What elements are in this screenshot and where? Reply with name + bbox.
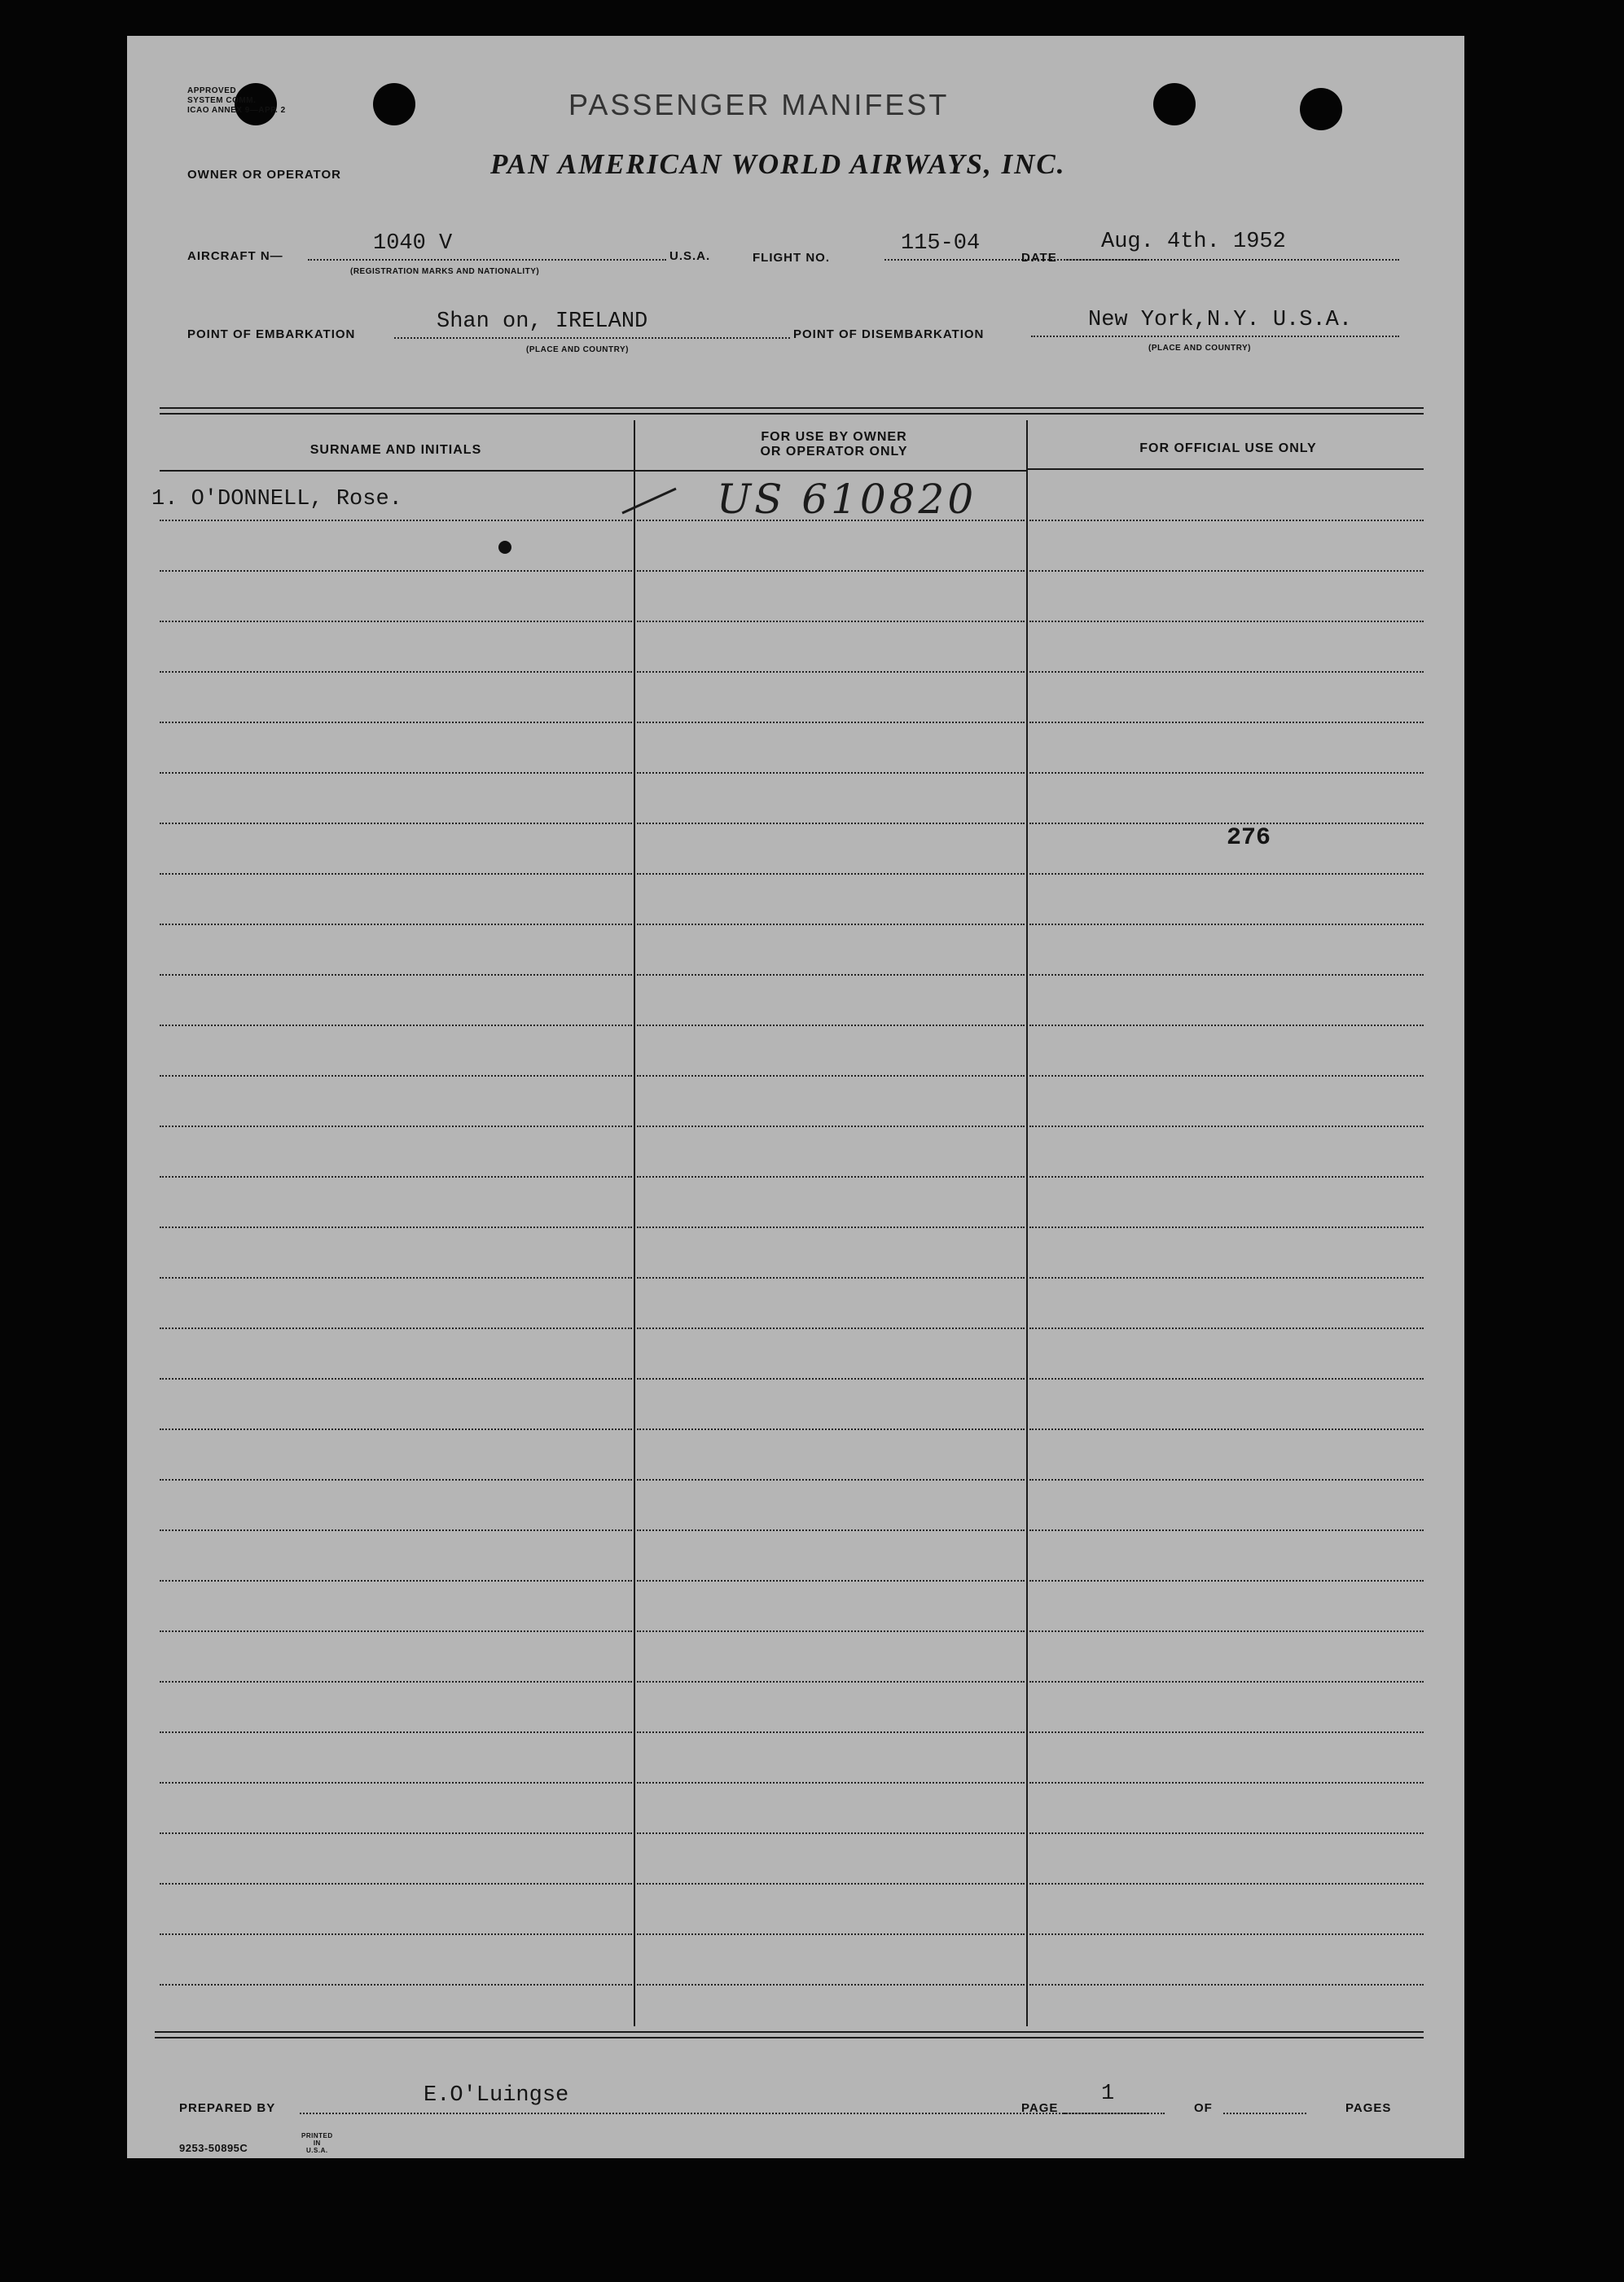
row-rule	[1029, 1126, 1424, 1127]
row-rule	[160, 1176, 632, 1178]
column-divider	[1026, 420, 1028, 2026]
row-rule	[160, 924, 632, 925]
row-rule	[160, 1933, 632, 1935]
embark-label: POINT OF EMBARKATION	[187, 327, 356, 341]
row-rule	[1029, 974, 1424, 976]
row-rule	[160, 520, 632, 521]
date-value: Aug. 4th. 1952	[1101, 230, 1286, 254]
disembark-place-caption: (PLACE AND COUNTRY)	[1148, 344, 1251, 353]
row-rule	[637, 1984, 1025, 1986]
row-rule	[160, 1782, 632, 1784]
ink-dot	[498, 541, 511, 554]
row-rule	[160, 1731, 632, 1733]
row-rule	[160, 570, 632, 572]
prepared-label: PREPARED BY	[179, 2101, 276, 2115]
surname-column-header: SURNAME AND INITIALS	[309, 443, 482, 457]
row-rule	[160, 1428, 632, 1430]
row-rule	[1029, 772, 1424, 774]
page-value: 1	[1101, 2082, 1115, 2106]
row-rule	[1029, 1580, 1424, 1582]
flight-value: 115-04	[901, 231, 981, 256]
row-rule	[637, 1580, 1025, 1582]
official-stamp-number: 276	[1227, 824, 1271, 852]
row-rule	[637, 974, 1025, 976]
row-rule	[1029, 1630, 1424, 1632]
row-rule	[637, 570, 1025, 572]
disembark-value: New York,N.Y. U.S.A.	[1088, 308, 1353, 332]
aircraft-value: 1040 V	[373, 231, 453, 256]
row-rule	[637, 1126, 1025, 1127]
row-rule	[160, 1479, 632, 1481]
row-rule	[160, 772, 632, 774]
row-rule	[637, 1630, 1025, 1632]
row-rule	[637, 1277, 1025, 1279]
airline-name: PAN AMERICAN WORLD AIRWAYS, INC.	[490, 148, 1066, 180]
row-rule	[1029, 722, 1424, 723]
row-rule	[160, 1328, 632, 1329]
punch-hole	[1153, 83, 1196, 125]
form-number: 9253-50895C	[179, 2142, 248, 2154]
row-rule	[1029, 1681, 1424, 1683]
row-rule	[1029, 1328, 1424, 1329]
owner-note-handwritten: US 610820	[717, 476, 977, 523]
printed-in-usa-mark: PRINTED IN U.S.A.	[301, 2132, 333, 2154]
row-rule	[1029, 1227, 1424, 1228]
punch-hole	[1300, 88, 1342, 130]
row-rule	[637, 671, 1025, 673]
row-rule	[1029, 1731, 1424, 1733]
row-rule	[637, 1529, 1025, 1531]
row-rule	[637, 1176, 1025, 1178]
row-rule	[1029, 1984, 1424, 1986]
date-label: DATE	[1021, 251, 1057, 265]
manifest-sheet	[127, 36, 1464, 2158]
row-rule	[1029, 1025, 1424, 1026]
passenger-name: 1. O'DONNELL, Rose.	[151, 487, 402, 511]
row-rule	[637, 823, 1025, 824]
row-rule	[637, 772, 1025, 774]
row-rule	[160, 1681, 632, 1683]
row-rule	[160, 1883, 632, 1885]
of-label: OF	[1194, 2101, 1213, 2115]
row-rule	[1029, 1933, 1424, 1935]
row-rule	[160, 621, 632, 622]
row-rule	[1029, 570, 1424, 572]
row-rule	[637, 873, 1025, 875]
row-rule	[637, 1782, 1025, 1784]
row-rule	[637, 1328, 1025, 1329]
row-rule	[160, 873, 632, 875]
row-rule	[1029, 621, 1424, 622]
row-rule	[637, 1428, 1025, 1430]
row-rule	[1029, 1529, 1424, 1531]
check-mark-icon	[621, 484, 678, 516]
row-rule	[637, 924, 1025, 925]
row-rule	[160, 1277, 632, 1279]
row-rule	[1029, 1176, 1424, 1178]
row-rule	[160, 823, 632, 824]
aircraft-label: AIRCRAFT N—	[187, 249, 283, 263]
row-rule	[637, 1075, 1025, 1077]
row-rule	[1029, 671, 1424, 673]
form-title: PASSENGER MANIFEST	[568, 88, 950, 121]
row-rule	[160, 1025, 632, 1026]
owner-use-column-header: FOR USE BY OWNER OR OPERATOR ONLY	[760, 430, 908, 459]
row-rule	[160, 1227, 632, 1228]
row-rule	[160, 974, 632, 976]
official-use-column-header: FOR OFFICIAL USE ONLY	[1139, 441, 1317, 455]
row-rule	[1029, 1782, 1424, 1784]
page-label: PAGE	[1021, 2101, 1059, 2115]
row-rule	[160, 671, 632, 673]
pages-label: PAGES	[1345, 2101, 1392, 2115]
row-rule	[160, 1832, 632, 1834]
row-rule	[637, 1227, 1025, 1228]
row-rule	[160, 1630, 632, 1632]
row-rule	[160, 1378, 632, 1380]
row-rule	[160, 1075, 632, 1077]
row-rule	[160, 1529, 632, 1531]
row-rule	[637, 1933, 1025, 1935]
owner-label: OWNER OR OPERATOR	[187, 168, 341, 182]
row-rule	[637, 1378, 1025, 1380]
embark-place-caption: (PLACE AND COUNTRY)	[526, 345, 629, 354]
row-rule	[637, 1731, 1025, 1733]
row-rule	[1029, 1883, 1424, 1885]
row-rule	[637, 1479, 1025, 1481]
row-rule	[637, 1025, 1025, 1026]
row-rule	[160, 1580, 632, 1582]
registration-caption: (REGISTRATION MARKS AND NATIONALITY)	[350, 267, 540, 276]
row-rule	[637, 1681, 1025, 1683]
row-rule	[1029, 873, 1424, 875]
row-rule	[637, 722, 1025, 723]
column-divider	[634, 420, 635, 2026]
flight-label: FLIGHT NO.	[753, 251, 830, 265]
embark-value: Shan on, IRELAND	[437, 309, 648, 334]
row-rule	[1029, 1479, 1424, 1481]
row-rule	[160, 1126, 632, 1127]
usa-label: U.S.A.	[669, 249, 711, 263]
approval-stamp: APPROVED SYSTEM COMM. ICAO ANNEX 9—APP. 2	[187, 86, 286, 115]
row-rule	[1029, 1378, 1424, 1380]
row-rule	[160, 722, 632, 723]
punch-hole	[373, 83, 415, 125]
row-rule	[1029, 1832, 1424, 1834]
prepared-value: E.O'Luingse	[424, 2083, 569, 2108]
row-rule	[1029, 520, 1424, 521]
row-rule	[160, 1984, 632, 1986]
row-rule	[1029, 1075, 1424, 1077]
row-rule	[637, 1832, 1025, 1834]
check-mark	[621, 484, 678, 516]
row-rule	[1029, 1277, 1424, 1279]
disembark-label: POINT OF DISEMBARKATION	[793, 327, 985, 341]
row-rule	[637, 621, 1025, 622]
row-rule	[1029, 924, 1424, 925]
row-rule	[637, 1883, 1025, 1885]
row-rule	[1029, 1428, 1424, 1430]
